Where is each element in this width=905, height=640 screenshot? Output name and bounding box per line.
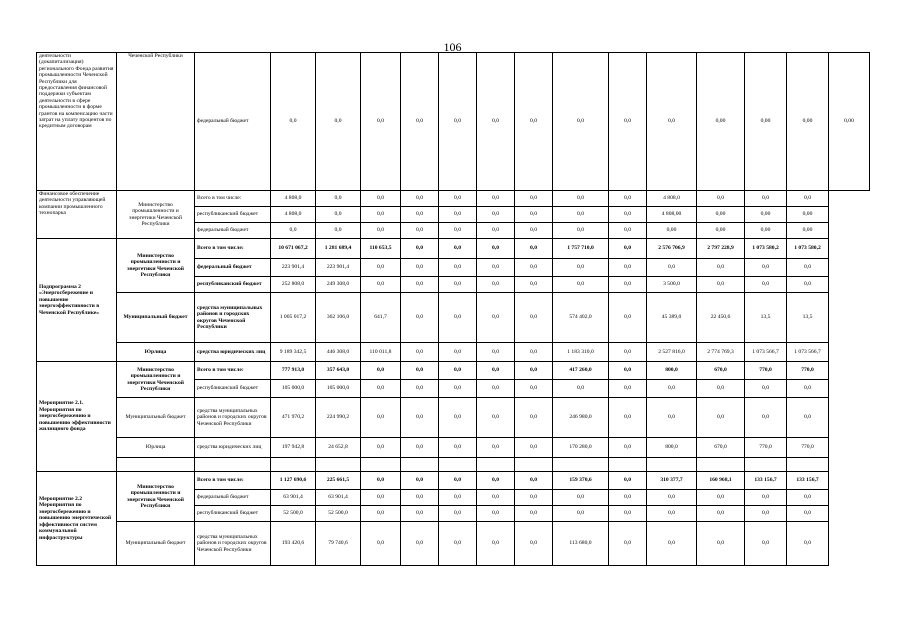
table-cell: 0,0 — [553, 223, 609, 239]
table-cell: 193 420,6 — [271, 522, 316, 566]
table-cell: Министерство промышленности и энергетики Чеченской Республики — [117, 472, 195, 522]
table-cell: 0,0 — [553, 506, 609, 522]
table-cell: 0,0 — [316, 191, 361, 207]
table-cell: 0,0 — [745, 490, 787, 506]
table-cell: 0,0 — [401, 239, 439, 259]
table-cell: Мероприятие 2.2 Мероприятия по энергосбережению и повышению энергетической эффективности систем коммунальной инфраструктуры — [37, 472, 117, 566]
table-cell: 0,0 — [401, 207, 439, 223]
table-cell: Муниципальный бюджет — [117, 293, 195, 343]
table-cell: 10 671 067,2 — [271, 239, 316, 259]
table-cell: 0,0 — [787, 277, 829, 293]
table-cell: 63 901,4 — [316, 490, 361, 506]
table-cell: 0,0 — [439, 239, 477, 259]
table-cell: 0,0 — [515, 53, 553, 191]
table-row — [37, 398, 870, 438]
table-cell: средства муниципальных районов и городских округов Чеченской Республики — [195, 398, 271, 438]
table-cell: федеральный бюджет — [195, 490, 271, 506]
table-cell: 0,0 — [361, 438, 401, 458]
table-cell: 0,0 — [316, 53, 361, 191]
table-row — [37, 458, 870, 472]
table-cell: 0,0 — [439, 398, 477, 438]
table-cell: 0,0 — [515, 207, 553, 223]
table-row — [37, 438, 870, 458]
table-cell: Всего в том числе: — [195, 472, 271, 490]
table-cell: 362 106,0 — [316, 293, 361, 343]
table-cell: 0,0 — [361, 53, 401, 191]
table-cell: 0,00 — [787, 223, 829, 239]
table-cell: 0,0 — [439, 522, 477, 566]
table-cell: средства юридических лиц — [195, 343, 271, 362]
table-cell: 0,0 — [609, 239, 647, 259]
table-cell — [697, 458, 745, 472]
table-cell: 0,0 — [439, 472, 477, 490]
table-cell: 0,0 — [515, 398, 553, 438]
table-cell: 0,0 — [477, 506, 515, 522]
table-cell: Юрлица — [117, 343, 195, 362]
table-cell: 0,0 — [361, 207, 401, 223]
table-cell: 1 073 566,7 — [745, 343, 787, 362]
table-cell: 0,0 — [515, 522, 553, 566]
table-cell: 24 652,8 — [316, 438, 361, 458]
table-cell — [117, 458, 195, 472]
table-cell: 0,0 — [361, 362, 401, 380]
table-cell: 670,0 — [697, 438, 745, 458]
table-cell: 0,0 — [477, 490, 515, 506]
table-cell: 45 389,0 — [647, 293, 697, 343]
table-cell: 417 260,0 — [553, 362, 609, 380]
table-cell: 0,0 — [609, 53, 647, 191]
table-cell: 770,0 — [745, 362, 787, 380]
table-cell: 0,0 — [609, 490, 647, 506]
table-cell: федеральный бюджет — [195, 223, 271, 239]
table-body — [37, 53, 870, 566]
table-row — [37, 293, 870, 343]
table-cell: 4 808,0 — [271, 191, 316, 207]
table-cell: 0,0 — [477, 438, 515, 458]
table-cell: Всего в том числе: — [195, 191, 271, 207]
table-cell: 0,0 — [515, 380, 553, 398]
table-cell: 0,0 — [477, 362, 515, 380]
table-cell: 0,0 — [401, 398, 439, 438]
table-cell: 0,0 — [401, 53, 439, 191]
table-cell: 0,0 — [609, 277, 647, 293]
table-cell: 0,0 — [361, 380, 401, 398]
table-cell: 0,0 — [439, 506, 477, 522]
table-cell: 0,0 — [697, 490, 745, 506]
table-cell: 0,0 — [439, 53, 477, 191]
table-cell: 2 774 769,3 — [697, 343, 745, 362]
table-cell: 0,00 — [745, 223, 787, 239]
table-cell: 641,7 — [361, 293, 401, 343]
table-cell: 0,0 — [697, 506, 745, 522]
table-cell: 0,0 — [609, 506, 647, 522]
table-cell: 4 808,0 — [271, 207, 316, 223]
table-cell: 0,0 — [787, 191, 829, 207]
table-cell: 0,0 — [401, 362, 439, 380]
table-cell: 0,0 — [787, 398, 829, 438]
table-cell: 0,0 — [609, 207, 647, 223]
table-cell: 0,0 — [745, 506, 787, 522]
table-cell: 4 808,0 — [647, 191, 697, 207]
table-cell: 1 757 710,0 — [553, 239, 609, 259]
table-row — [37, 53, 870, 191]
table-cell: 0,0 — [609, 472, 647, 490]
table-cell: 0,0 — [745, 277, 787, 293]
table-cell: 0,0 — [515, 223, 553, 239]
table-cell: 0,0 — [787, 522, 829, 566]
table-cell: 0,0 — [609, 522, 647, 566]
table-cell: 0,0 — [401, 380, 439, 398]
table-cell — [271, 458, 316, 472]
table-cell: 0,0 — [361, 223, 401, 239]
table-cell: 0,00 — [829, 53, 870, 191]
table-cell: 0,0 — [401, 223, 439, 239]
table-cell: 1 073 580,2 — [787, 239, 829, 259]
table-cell: 224 990,2 — [316, 398, 361, 438]
table-cell: 0,0 — [361, 191, 401, 207]
table-cell — [647, 458, 697, 472]
table-cell: 0,0 — [745, 398, 787, 438]
table-cell: 574 402,0 — [553, 293, 609, 343]
table-cell: 0,00 — [697, 53, 745, 191]
table-cell: 0,0 — [745, 259, 787, 277]
table-cell: 0,0 — [787, 259, 829, 277]
table-row — [37, 191, 870, 207]
table-cell: 0,0 — [361, 506, 401, 522]
table-cell: 0,00 — [697, 207, 745, 223]
table-cell: 0,0 — [439, 223, 477, 239]
table-cell: 0,0 — [477, 380, 515, 398]
table-cell: 0,0 — [401, 490, 439, 506]
table-cell: Всего в том числе: — [195, 239, 271, 259]
table-cell: 0,0 — [439, 293, 477, 343]
table-cell: 0,0 — [697, 277, 745, 293]
table-cell: Муниципальный бюджет — [117, 522, 195, 566]
table-cell: 0,0 — [361, 490, 401, 506]
table-row — [37, 362, 870, 380]
table-cell: 0,0 — [647, 490, 697, 506]
table-cell: республиканский бюджет — [195, 380, 271, 398]
table-cell: 2 797 228,9 — [697, 239, 745, 259]
table-cell: 0,0 — [439, 362, 477, 380]
table-cell: 0,0 — [609, 398, 647, 438]
table-cell: 0,0 — [477, 277, 515, 293]
table-cell: 3 500,0 — [647, 277, 697, 293]
table-cell: 0,0 — [477, 522, 515, 566]
table-cell: 0,0 — [401, 259, 439, 277]
table-cell: 0,0 — [609, 293, 647, 343]
table-cell — [195, 458, 271, 472]
table-cell: 2 576 706,9 — [647, 239, 697, 259]
budget-table — [36, 52, 870, 566]
table-cell: 0,0 — [515, 472, 553, 490]
table-cell: 63 901,4 — [271, 490, 316, 506]
table-cell: 0,0 — [515, 293, 553, 343]
table-cell: 2 527 816,0 — [647, 343, 697, 362]
table-cell: 0,0 — [361, 398, 401, 438]
table-cell — [316, 458, 361, 472]
table-row — [37, 522, 870, 566]
table-cell: 310 377,7 — [647, 472, 697, 490]
table-cell: 0,0 — [609, 191, 647, 207]
table-cell: 0,0 — [439, 490, 477, 506]
table-cell: 0,0 — [515, 239, 553, 259]
table-cell: 0,0 — [745, 380, 787, 398]
table-cell: 0,0 — [361, 472, 401, 490]
table-cell: 0,0 — [515, 438, 553, 458]
table-cell: Министерство промышленности и энергетики Чеченской Республики — [117, 362, 195, 398]
table-cell: 0,0 — [515, 362, 553, 380]
table-cell: 0,0 — [439, 343, 477, 362]
table-cell: Финансовое обеспечение деятельности управляющей компании промышленного технопарка — [37, 191, 117, 239]
table-cell: 0,0 — [745, 522, 787, 566]
table-cell: средства юридических лиц — [195, 438, 271, 458]
table-cell: 0,0 — [609, 343, 647, 362]
table-cell: 0,0 — [515, 277, 553, 293]
table-cell: 0,0 — [515, 506, 553, 522]
table-cell: 0,0 — [745, 191, 787, 207]
table-cell: 0,0 — [477, 239, 515, 259]
table-cell: 0,0 — [609, 362, 647, 380]
table-cell: 1 127 690,6 — [271, 472, 316, 490]
table-cell: 770,0 — [787, 438, 829, 458]
table-cell: 0,0 — [553, 490, 609, 506]
table-cell: 0,0 — [515, 259, 553, 277]
page-number: 106 — [443, 40, 462, 54]
table-cell — [361, 458, 401, 472]
table-cell: 159 370,6 — [553, 472, 609, 490]
table-cell: 1 005 017,2 — [271, 293, 316, 343]
table-cell: Мероприятие 2.1. Мероприятия по энергосбережению и повышению эффективности жилищного фонда — [37, 362, 117, 472]
table-cell: 0,0 — [609, 438, 647, 458]
table-cell: 0,0 — [477, 259, 515, 277]
table-cell: 0,0 — [647, 522, 697, 566]
table-cell: 0,0 — [553, 259, 609, 277]
table-cell: 133 156,7 — [787, 472, 829, 490]
table-cell: 0,0 — [361, 522, 401, 566]
table-cell: 0,0 — [361, 259, 401, 277]
table-cell: 0,0 — [553, 207, 609, 223]
table-cell: 0,00 — [787, 53, 829, 191]
table-cell: 777 913,0 — [271, 362, 316, 380]
table-cell: 0,0 — [477, 398, 515, 438]
table-cell: 471 970,2 — [271, 398, 316, 438]
table-cell: 246 980,0 — [553, 398, 609, 438]
table-cell: 770,0 — [787, 362, 829, 380]
table-cell: 9 189 342,5 — [271, 343, 316, 362]
table-cell — [553, 458, 609, 472]
table-cell: 0,0 — [515, 490, 553, 506]
table-cell: 0,0 — [553, 380, 609, 398]
table-cell: 0,0 — [647, 398, 697, 438]
table-cell: 0,00 — [787, 207, 829, 223]
table-row — [37, 239, 870, 259]
table-cell — [745, 458, 787, 472]
table-cell: Министерство промышленности и энергетики Чеченской Республики — [117, 191, 195, 239]
table-cell: Министерство промышленности и энергетики Чеченской Республики — [117, 239, 195, 293]
table-cell: 0,0 — [439, 207, 477, 223]
table-cell: 0,0 — [477, 472, 515, 490]
table-cell: 22 450,6 — [697, 293, 745, 343]
table-cell: федеральный бюджет — [195, 259, 271, 277]
table-cell: 0,0 — [439, 191, 477, 207]
table-cell: 0,0 — [697, 522, 745, 566]
table-cell: 0,00 — [647, 223, 697, 239]
table-cell: 0,0 — [647, 506, 697, 522]
table-cell: 4 808,00 — [647, 207, 697, 223]
table-cell: 0,0 — [697, 380, 745, 398]
table-cell: 800,0 — [647, 438, 697, 458]
table-cell: 0,0 — [401, 343, 439, 362]
table-cell: 0,0 — [401, 522, 439, 566]
table-cell: 0,0 — [477, 53, 515, 191]
table-cell: 0,0 — [477, 207, 515, 223]
table-cell: 0,0 — [647, 380, 697, 398]
table-cell — [439, 458, 477, 472]
table-cell: 0,0 — [515, 191, 553, 207]
table-cell: республиканский бюджет — [195, 207, 271, 223]
table-cell: 105 000,0 — [271, 380, 316, 398]
table-cell: Подпрограмма 2 «Энергосбережение и повышение энергоэффективности в Чеченской Республике» — [37, 239, 117, 362]
table-cell: 0,0 — [439, 277, 477, 293]
table-cell: 0,0 — [439, 380, 477, 398]
table-cell: 0,0 — [553, 53, 609, 191]
table-cell: 0,00 — [745, 53, 787, 191]
table-cell — [609, 458, 647, 472]
table-cell: 1 073 566,7 — [787, 343, 829, 362]
table-cell: 0,0 — [609, 380, 647, 398]
table-cell: 0,0 — [515, 343, 553, 362]
table-cell: 0,0 — [477, 191, 515, 207]
table-row — [37, 472, 870, 490]
table-cell: 110 653,5 — [361, 239, 401, 259]
table-cell: 0,0 — [439, 438, 477, 458]
table-cell: 223 901,4 — [316, 259, 361, 277]
table-cell: 800,0 — [647, 362, 697, 380]
table-cell: 105 000,0 — [316, 380, 361, 398]
table-cell: 113 680,0 — [553, 522, 609, 566]
table-cell: 223 901,4 — [271, 259, 316, 277]
table-cell: 0,0 — [609, 259, 647, 277]
table-cell: республиканский бюджет — [195, 277, 271, 293]
table-cell: 670,0 — [697, 362, 745, 380]
table-cell: 0,0 — [553, 277, 609, 293]
table-cell: 1 281 689,4 — [316, 239, 361, 259]
table-cell: Муниципальный бюджет — [117, 398, 195, 438]
table-cell: 0,0 — [271, 223, 316, 239]
table-cell: 0,0 — [697, 398, 745, 438]
table-cell: 0,0 — [477, 293, 515, 343]
table-cell: 0,0 — [401, 191, 439, 207]
table-cell: 133 156,7 — [745, 472, 787, 490]
table-cell: 13,5 — [745, 293, 787, 343]
table-cell — [477, 458, 515, 472]
table-cell: 0,0 — [271, 53, 316, 191]
table-cell: 0,0 — [609, 223, 647, 239]
table-cell: 0,0 — [697, 191, 745, 207]
table-cell: 1 073 580,2 — [745, 239, 787, 259]
table-cell: 0,0 — [787, 490, 829, 506]
table-cell: Чеченской Республики — [117, 53, 195, 191]
table-cell: 0,0 — [401, 277, 439, 293]
table-cell: 79 740,6 — [316, 522, 361, 566]
table-cell: 0,00 — [697, 223, 745, 239]
table-cell: 0,0 — [647, 53, 697, 191]
table-cell: 0,0 — [477, 223, 515, 239]
table-cell: федеральный бюджет — [195, 53, 271, 191]
table-cell — [787, 458, 829, 472]
table-cell: 1 183 310,0 — [553, 343, 609, 362]
table-cell: 0,00 — [745, 207, 787, 223]
table-cell: 0,0 — [439, 259, 477, 277]
table-row — [37, 343, 870, 362]
table-cell: 170 280,0 — [553, 438, 609, 458]
table-cell: 0,0 — [401, 293, 439, 343]
table-cell: 0,0 — [787, 506, 829, 522]
table-cell: 52 500,0 — [316, 506, 361, 522]
table-cell: Юрлица — [117, 438, 195, 458]
table-cell: 110 011,8 — [361, 343, 401, 362]
table-cell: 0,0 — [401, 472, 439, 490]
table-cell: 0,0 — [647, 259, 697, 277]
table-cell: 0,0 — [316, 223, 361, 239]
table-cell: 52 500,0 — [271, 506, 316, 522]
table-cell: 0,0 — [553, 191, 609, 207]
table-cell: 357 643,0 — [316, 362, 361, 380]
table-cell: 225 661,5 — [316, 472, 361, 490]
table-cell: 0,0 — [477, 343, 515, 362]
table-cell: Всего в том числе: — [195, 362, 271, 380]
table-cell: 0,0 — [787, 380, 829, 398]
table-cell: 249 308,0 — [316, 277, 361, 293]
table-cell: 0,0 — [401, 438, 439, 458]
table-cell — [515, 458, 553, 472]
table-cell: средства муниципальных районов и городских округов Чеченской Республики — [195, 293, 271, 343]
table-cell: 446 308,0 — [316, 343, 361, 362]
table-cell: 0,0 — [361, 277, 401, 293]
table-cell: республиканский бюджет — [195, 506, 271, 522]
table-cell: 0,0 — [697, 259, 745, 277]
table-cell: деятельности (докапитализация) регионального Фонда развития промышленности Чеченской Республики для предоставления финансовой поддержки субъектам деятельности в сфере промышленности в форме грантов на компенсацию части затрат на уплату процентов по кредитным договорам — [37, 53, 117, 191]
table-cell: 13,5 — [787, 293, 829, 343]
table-cell: 197 942,8 — [271, 438, 316, 458]
table-cell: 770,0 — [745, 438, 787, 458]
table-cell: средства муниципальных районов и городских округов Чеченской Республики — [195, 522, 271, 566]
table-cell: 252 808,0 — [271, 277, 316, 293]
table-cell: 0,0 — [316, 207, 361, 223]
table-cell: 160 968,1 — [697, 472, 745, 490]
table-cell — [401, 458, 439, 472]
table-cell: 0,0 — [401, 506, 439, 522]
